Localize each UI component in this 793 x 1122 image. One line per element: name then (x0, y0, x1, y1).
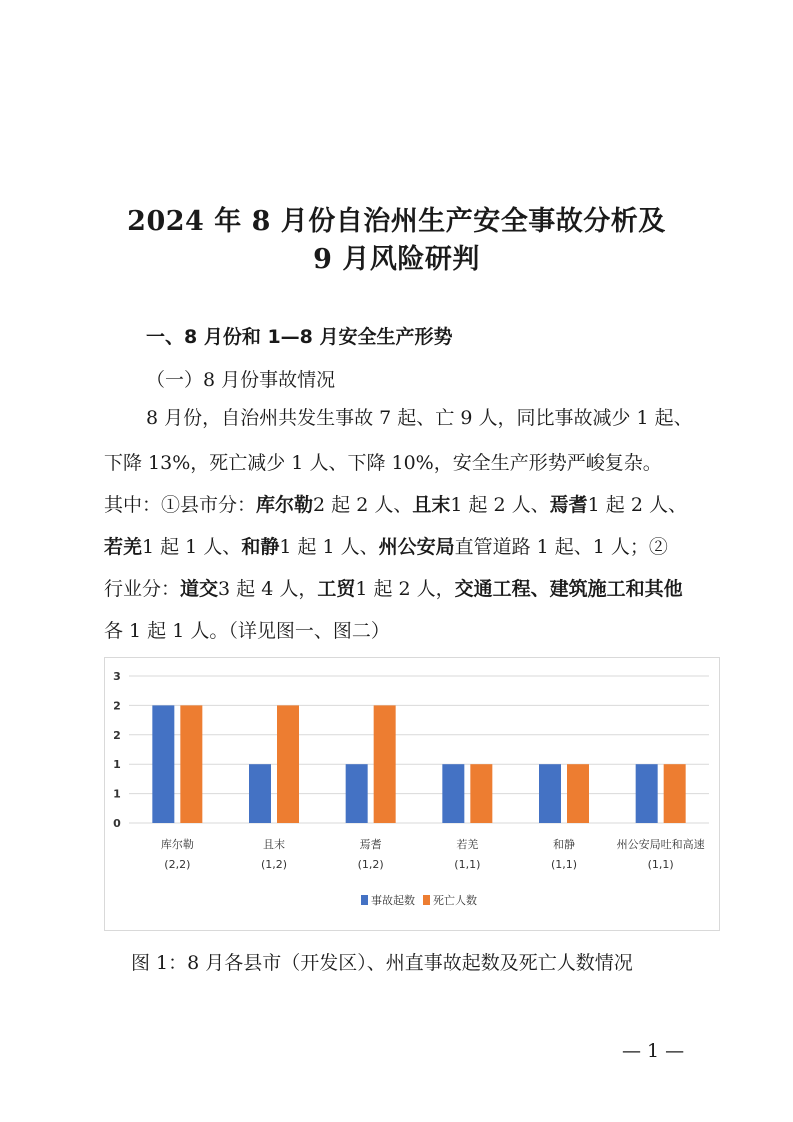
county-name: 焉耆 (549, 494, 588, 516)
x-tick-label: 若羌 (456, 838, 479, 851)
county-name: 库尔勒 (256, 494, 314, 516)
paragraph-line-1: 8 月份，自治州共发生事故 7 起、亡 9 人，同比事故减少 1 起、 (146, 407, 693, 429)
x-tick-label: 焉耆 (359, 838, 382, 851)
bar-accidents (442, 764, 464, 823)
text-run: 1 起 1 人、 (142, 536, 242, 558)
county-name: 州公安局 (378, 536, 455, 558)
accident-bar-chart (104, 657, 720, 931)
x-tick-sublabel: (2,2) (164, 858, 191, 871)
text-run: 其中：①县市分： (104, 494, 257, 516)
y-tick-label: 3 (113, 670, 121, 683)
x-tick-sublabel: (1,1) (647, 858, 674, 871)
x-tick-label: 库尔勒 (160, 838, 194, 851)
county-name: 若羌 (104, 536, 143, 558)
x-tick-sublabel: (1,2) (260, 858, 288, 871)
y-tick-label: 1 (113, 758, 121, 772)
document-title-line1: 2024 年 8 月份自治州生产安全事故分析及 (127, 206, 666, 237)
x-tick-sublabel: (1,1) (550, 858, 578, 871)
x-tick-label: 州公安局吐和高速 (616, 838, 705, 851)
text-run: 2 起 2 人、 (313, 494, 413, 516)
legend-label: 死亡人数 (433, 894, 477, 907)
text-run: 行业分： (104, 578, 181, 600)
text-run: 直管道路 1 起、1 人；② (454, 536, 668, 558)
text-run: 1 起 1 人、 (279, 536, 379, 558)
bar-accidents (346, 764, 368, 823)
legend-swatch (361, 895, 368, 905)
industry-name: 交通工程、建筑施工和其他 (454, 578, 683, 600)
text-run: 1 起 2 人， (355, 578, 455, 600)
bar-deaths (664, 764, 686, 823)
bar-accidents (152, 705, 174, 823)
paragraph-line-2: 下降 13%，死亡减少 1 人、下降 10%，安全生产形势严峻复杂。 (104, 452, 662, 474)
bar-deaths (277, 705, 299, 823)
text-run: 1 起 2 人、 (450, 494, 550, 516)
document-title-line2: 9 月风险研判 (313, 244, 480, 275)
y-tick-label: 0 (113, 817, 121, 830)
section-heading: 一、8 月份和 1—8 月安全生产形势 (146, 326, 453, 348)
bar-deaths (567, 764, 589, 823)
paragraph-line-6: 各 1 起 1 人。（详见图一、图二） (104, 620, 390, 642)
paragraph-line-3 (104, 493, 687, 517)
legend-label: 事故起数 (371, 894, 415, 907)
y-tick-label: 1 (113, 787, 121, 801)
bar-deaths (470, 764, 492, 823)
text-run: 1 起 2 人、 (587, 494, 687, 516)
bar-accidents (539, 764, 561, 823)
y-tick-label: 2 (113, 728, 121, 742)
county-name: 和静 (241, 536, 280, 558)
text-run: 3 起 4 人， (218, 578, 318, 600)
paragraph-line-5 (104, 577, 683, 601)
industry-name: 工贸 (317, 578, 356, 600)
x-tick-label: 且末 (263, 838, 285, 851)
bar-accidents (636, 764, 658, 823)
bar-deaths (374, 705, 396, 823)
figure-caption: 图 1：8 月各县市（开发区）、州直事故起数及死亡人数情况 (131, 952, 633, 974)
county-name: 且末 (412, 494, 451, 516)
x-tick-label: 和静 (553, 838, 575, 851)
x-tick-sublabel: (1,1) (454, 858, 481, 871)
page-number: — 1 — (622, 1040, 685, 1062)
subsection-heading: （一）8 月份事故情况 (146, 369, 336, 391)
bar-accidents (249, 764, 271, 823)
industry-name: 道交 (180, 578, 219, 600)
chart-canvas (105, 658, 719, 930)
legend-swatch (423, 895, 430, 905)
x-tick-sublabel: (1,2) (357, 858, 384, 871)
paragraph-line-4 (104, 535, 668, 559)
y-tick-label: 2 (113, 699, 121, 713)
bar-deaths (180, 705, 202, 823)
